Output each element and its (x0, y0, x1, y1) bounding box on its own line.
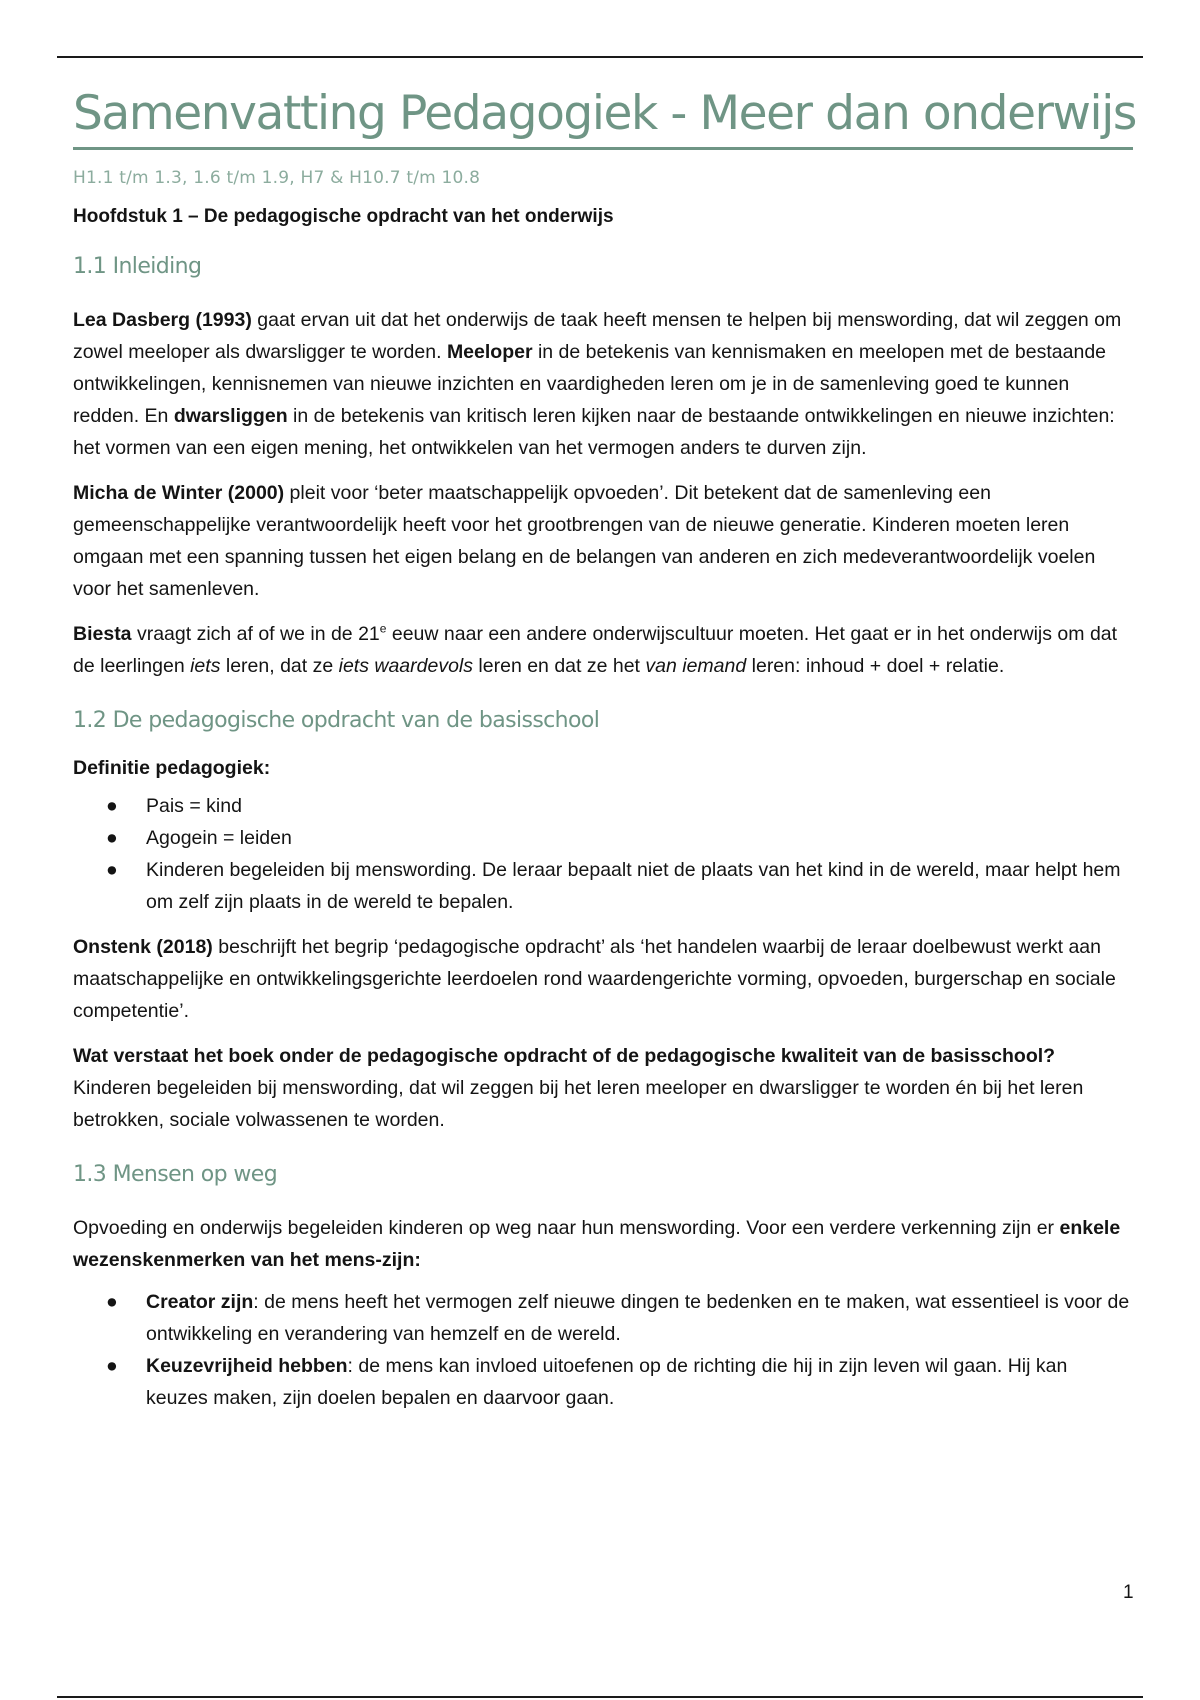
page-content (73, 86, 1136, 1414)
paragraph-intro-mens-zijn: Opvoeding en onderwijs begeleiden kinderen op weg naar hun menswording. Voor een verdere verkenning zijn er enkele wezenskenmerken van het mens-zijn: (73, 1216, 1121, 1271)
list-item: ● Kinderen begeleiden bij menswording. De leraar bepaalt niet de plaats van het kind in de wereld, maar helpt hem om zelf zijn plaats in de wereld te bepalen. (146, 854, 1133, 918)
section-heading-1-3: 1.3 Mensen op weg (73, 1161, 278, 1187)
document-subtitle: H1.1 t/m 1.3, 1.6 t/m 1.9, H7 & H10.7 t/m 10.8 (73, 167, 481, 188)
definition-label: Definitie pedagogiek: (73, 756, 271, 779)
document-title: Samenvatting Pedagogiek - Meer dan onderwijs (73, 88, 1133, 150)
bullet-icon: ● (106, 1290, 118, 1313)
section-heading-1-2: 1.2 De pedagogische opdracht van de basisschool (73, 707, 600, 733)
paragraph-dasberg: Lea Dasberg (1993) gaat ervan uit dat het onderwijs de taak heeft mensen te helpen bij menswording, dat wil zeggen om zowel meeloper als dwarsligger te worden. Meeloper in de betekenis van kennismaken en meelopen met de bestaande ontwikkelingen, kennisnemen van nieuwe inzichten en vaardigheden leren om je in de samenleving goed te kunnen redden. En dwarsliggen in de betekenis van kritisch leren kijken naar de bestaande ontwikkelingen en nieuwe inzichten: het vormen van een eigen mening, het ontwikkelen van het vermogen anders te durven zijn. (73, 308, 1122, 459)
list-item: ● Agogein = leiden (146, 822, 1133, 854)
question-answer: Wat verstaat het boek onder de pedagogische opdracht of de pedagogische kwaliteit van de basisschool? Kinderen begeleiden bij menswording, dat wil zeggen bij het leren meeloper en dwarsligger te worden én bij het leren betrokken, sociale volwassenen te worden. (73, 1044, 1084, 1131)
top-rule (57, 56, 1143, 58)
page-number: 1 (1123, 1582, 1134, 1603)
list-item: ● Keuzevrijheid hebben: de mens kan invloed uitoefenen op de richting die hij in zijn leven wil gaan. Hij kan keuzes maken, zijn doelen bepalen en daarvoor gaan. (146, 1350, 1133, 1414)
bullet-icon: ● (106, 826, 118, 849)
list-item: ● Creator zijn: de mens heeft het vermogen zelf nieuwe dingen te bedenken en te maken, wat essentieel is voor de ontwikkeling en verandering van hemzelf en de wereld. (146, 1286, 1133, 1350)
paragraph-de-winter: Micha de Winter (2000) pleit voor ‘beter maatschappelijk opvoeden’. Dit betekent dat de samenleving een gemeenschappelijke verantwoordelijk heeft voor het grootbrengen van de nieuwe generatie. Kinderen moeten leren omgaan met een spanning tussen het eigen belang en de belangen van anderen en zich medeverantwoordelijk voelen voor het samenleven. (73, 481, 1096, 600)
bottom-rule (57, 1696, 1143, 1698)
bullet-icon: ● (106, 794, 118, 817)
paragraph-biesta: Biesta vraagt zich af of we in de 21e eeuw naar een andere onderwijscultuur moeten. Het gaat er in het onderwijs om dat de leerlingen iets leren, dat ze iets waardevols leren en dat ze het van iemand leren: inhoud + doel + relatie. (73, 621, 1118, 677)
bullet-icon: ● (106, 858, 118, 881)
section-heading-1-1: 1.1 Inleiding (73, 253, 202, 279)
definition-list (73, 790, 1133, 918)
kenmerken-list (73, 1286, 1133, 1414)
paragraph-onstenk: Onstenk (2018) beschrijft het begrip ‘pedagogische opdracht’ als ‘het handelen waarbij de leraar doelbewust werkt aan maatschappelijke en ontwikkelingsgerichte leerdoelen rond waardengerichte vorming, opvoeden, burgerschap en sociale competentie’. (73, 935, 1116, 1022)
chapter-heading: Hoofdstuk 1 – De pedagogische opdracht van het onderwijs (73, 205, 614, 227)
list-item: ● Pais = kind (146, 790, 1133, 822)
bullet-icon: ● (106, 1354, 118, 1377)
